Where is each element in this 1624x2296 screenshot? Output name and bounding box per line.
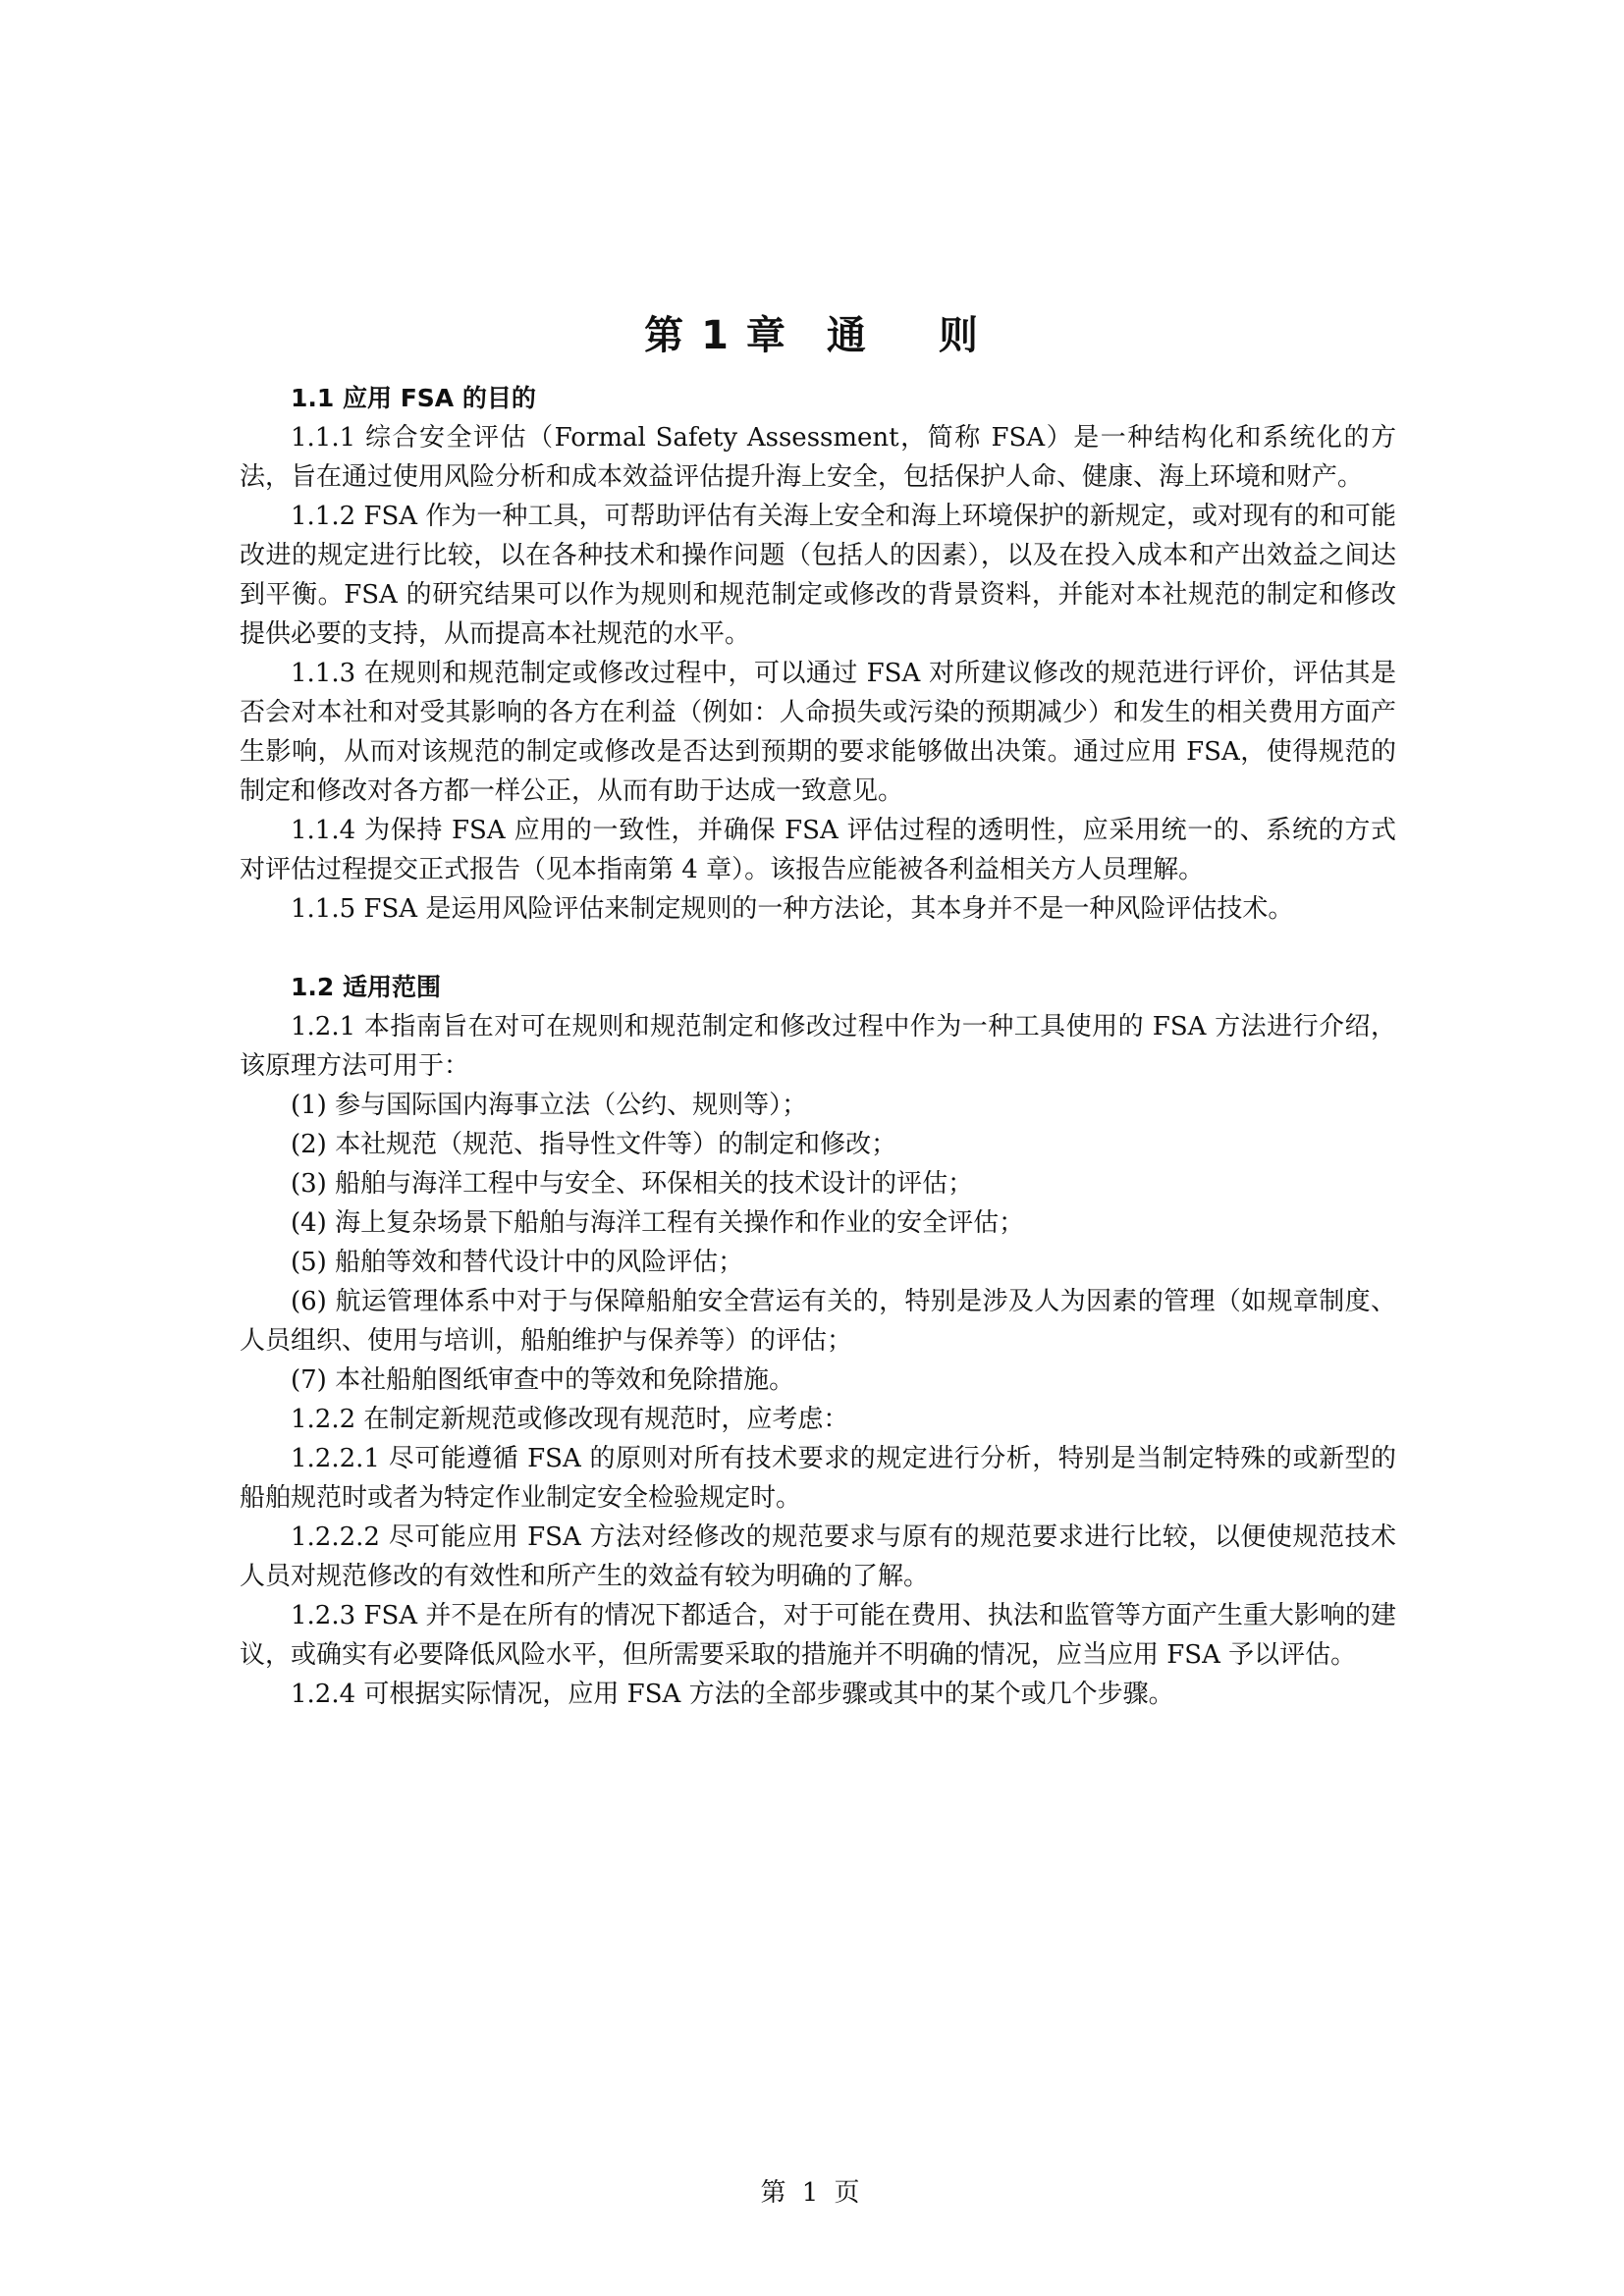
page-number: 第 1 页 (760, 2178, 864, 2208)
paragraph-1-1-4: 1.1.4 为保持 FSA 应用的一致性，并确保 FSA 评估过程的透明性，应采用统一的、系统的方式对评估过程提交正式报告（见本指南第 4 章）。该报告应能被各利益相关方人员理解。 (240, 816, 1396, 884)
list-item: (2) 本社规范（规范、指导性文件等）的制定和修改； (291, 1130, 897, 1159)
section-spacer (240, 929, 1396, 968)
paragraph-1-2-4: 1.2.4 可根据实际情况，应用 FSA 方法的全部步骤或其中的某个或几个步骤。 (291, 1680, 1174, 1709)
paragraph-1-2-2-2: 1.2.2.2 尽可能应用 FSA 方法对经修改的规范要求与原有的规范要求进行比较，以便使规范技术人员对规范修改的有效性和所产生的效益有较为明确的了解。 (240, 1522, 1396, 1591)
paragraph-1-1-2: 1.1.2 FSA 作为一种工具，可帮助评估有关海上安全和海上环境保护的新规定，或对现有的和可能改进的规定进行比较，以在各种技术和操作问题（包括人的因素），以及在投入成本和产出效益之间达到平衡。FSA 的研究结果可以作为规则和规范制定或修改的背景资料，并能对本社规范的制定和修改提供必要的支持，从而提高本社规范的水平。 (240, 502, 1396, 649)
section-heading-1-1: 1.1 应用 FSA 的目的 (291, 384, 536, 412)
list-item: (1) 参与国际国内海事立法（公约、规则等）； (291, 1091, 808, 1120)
list-item: (7) 本社船舶图纸审查中的等效和免除措施。 (291, 1365, 795, 1395)
list-item: (4) 海上复杂场景下船舶与海洋工程有关操作和作业的安全评估； (291, 1208, 1025, 1238)
chapter-number: 第 1 章 (644, 313, 787, 358)
section-heading-1-2: 1.2 适用范围 (291, 973, 441, 1001)
list-item: (6) 航运管理体系中对于与保障船舶安全营运有关的，特别是涉及人为因素的管理（如规章制度、人员组织、使用与培训，船舶维护与保养等）的评估； (240, 1287, 1396, 1356)
list-item: (5) 船舶等效和替代设计中的风险评估； (291, 1248, 744, 1277)
paragraph-1-1-5: 1.1.5 FSA 是运用风险评估来制定规则的一种方法论，其本身并不是一种风险评估技术。 (291, 894, 1294, 924)
chapter-title (0, 306, 1624, 365)
paragraph-1-2-2: 1.2.2 在制定新规范或修改现有规范时，应考虑： (291, 1405, 849, 1434)
document-body (240, 379, 1396, 1714)
chapter-title-char-1: 通 (826, 313, 868, 358)
paragraph-1-2-3: 1.2.3 FSA 并不是在所有的情况下都适合，对于可能在费用、执法和监管等方面产生重大影响的建议，或确实有必要降低风险水平，但所需要采取的措施并不明确的情况，应当应用 FSA 予以评估。 (240, 1601, 1396, 1670)
paragraph-1-2-1: 1.2.1 本指南旨在对可在规则和规范制定和修改过程中作为一种工具使用的 FSA 方法进行介绍，该原理方法可用于： (240, 1012, 1396, 1081)
chapter-title-char-2: 则 (938, 313, 980, 358)
paragraph-1-1-3: 1.1.3 在规则和规范制定或修改过程中，可以通过 FSA 对所建议修改的规范进行评价，评估其是否会对本社和对受其影响的各方在利益（例如：人命损失或污染的预期减少）和发生的相关费用方面产生影响，从而对该规范的制定或修改是否达到预期的要求能够做出决策。通过应用 FSA，使得规范的制定和修改对各方都一样公正，从而有助于达成一致意见。 (240, 659, 1396, 806)
paragraph-1-2-2-1: 1.2.2.1 尽可能遵循 FSA 的原则对所有技术要求的规定进行分析，特别是当制定特殊的或新型的船舶规范时或者为特定作业制定安全检验规定时。 (240, 1444, 1396, 1513)
list-item: (3) 船舶与海洋工程中与安全、环保相关的技术设计的评估； (291, 1169, 974, 1199)
paragraph-1-1-1: 1.1.1 综合安全评估（Formal Safety Assessment，简称 FSA）是一种结构化和系统化的方法，旨在通过使用风险分析和成本效益评估提升海上安全，包括保护人命、健康、海上环境和财产。 (240, 423, 1396, 492)
